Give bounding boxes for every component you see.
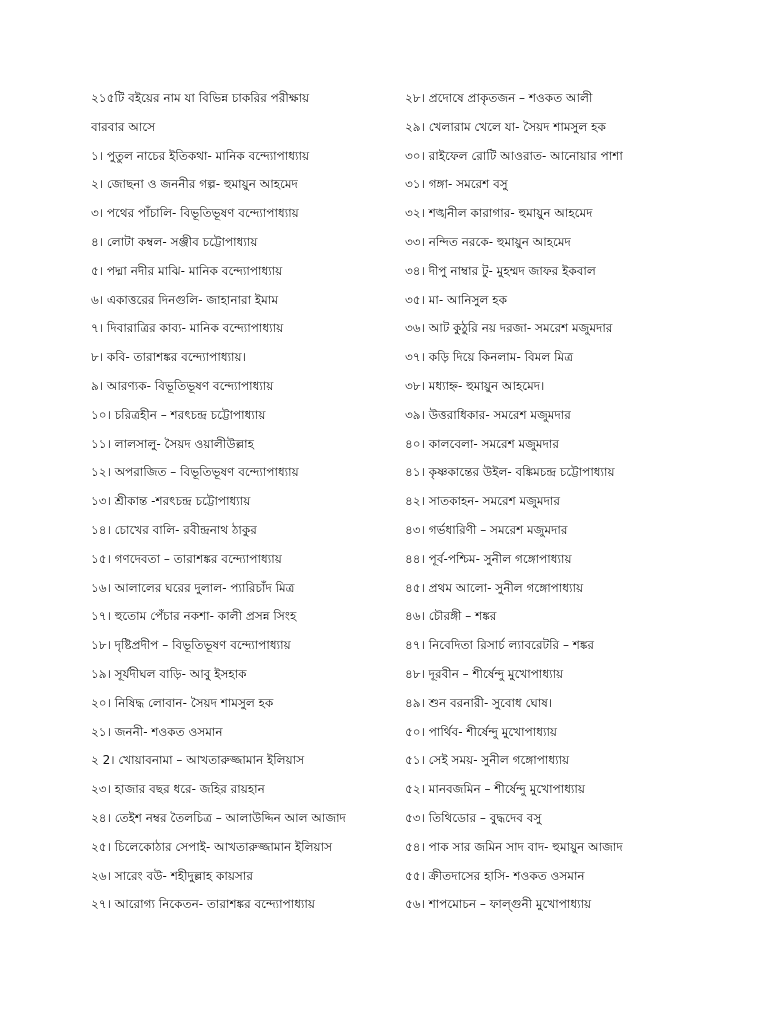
list-item: ১৯। সূর্যদীঘল বাড়ি- আবু ইসহাক [91,666,247,681]
list-item: ২৩। হাজার বছর ধরে- জহির রায়হান [91,782,265,797]
list-item: ১৪। চোখের বালি- রবীন্দ্রনাথ ঠাকুর [91,522,257,537]
list-item: ২ 2। খোয়াবনামা – আখতারুজ্জামান ইলিয়াস [91,753,305,768]
list-item: ৪০। কালবেলা- সমরেশ মজুমদার [405,436,559,451]
list-item: ১৭। হুতোম পেঁচার নকশা- কালী প্রসন্ন সিংহ [91,609,297,624]
list-item: ৩৫। মা- আনিসুল হক [405,292,507,307]
list-item: ৪৯। শুন বরনারী- সুবোধ ঘোষ। [405,695,553,710]
list-item: ১৩। শ্রীকান্ত -শরৎচন্দ্র চট্টোপাধ্যায় [91,494,251,509]
list-item: ৫২। মানবজমিন – শীর্ষেন্দু মুখোপাধ্যায় [405,782,585,797]
list-item: ৫৫। ক্রীতদাসের হাসি- শওকত ওসমান [405,868,585,883]
list-item: ৫। পদ্মা নদীর মাঝি- মানিক বন্দ্যোপাধ্যায় [91,263,283,278]
list-item: ৯। আরণ্যক- বিভূতিভূষণ বন্দ্যোপাধ্যায় [91,378,274,393]
list-item: ৩৮। মধ্যাহ্ন- হুমায়ুন আহমেদ। [405,378,545,393]
left-column [91,84,391,919]
list-item: ১১। লালসালু- সৈয়দ ওয়ালীউল্লাহ [91,436,254,451]
list-item: ২৭। আরোগ্য নিকেতন- তারাশঙ্কর বন্দ্যোপাধ্যায় [91,897,315,912]
list-item: ৫৬। শাপমোচন – ফাল্গুনী মুখোপাধ্যায় [405,897,592,912]
list-item: ৩০। রাইফেল রোটি আওরাত- আনোয়ার পাশা [405,148,623,163]
list-item: ২৫। চিলেকোঠার সেপাই- আখতারুজ্জামান ইলিয়াস [91,839,333,854]
list-item: ১৮। দৃষ্টিপ্রদীপ – বিভূতিভূষণ বন্দ্যোপাধ্যায় [91,638,291,653]
heading-line-1: ২১৫টি বইয়ের নাম যা বিভিন্ন চাকরির পরীক্ষায় [91,91,310,105]
list-item: ১। পুতুল নাচের ইতিকথা- মানিক বন্দ্যোপাধ্যায় [91,148,310,163]
list-item: ৪১। কৃষ্ণকান্তের উইল- বঙ্কিমচন্দ্র চট্টোপাধ্যায় [405,465,615,480]
list-item: ২১। জননী- শওকত ওসমান [91,724,223,739]
list-item: ৫০। পার্থিব- শীর্ষেন্দু মুখোপাধ্যায় [405,724,557,739]
list-item: ৩৬। আট কুঠুরি নয় দরজা- সমরেশ মজুমদার [405,321,613,336]
list-item: ৩৪। দীপু নাম্বার টু- মুহম্মদ জাফর ইকবাল [405,263,596,278]
list-item: ৪২। সাতকাহন- সমরেশ মজুমদার [405,494,560,509]
list-item: ৩। পথের পাঁচালি- বিভূতিভূষণ বন্দ্যোপাধ্যায় [91,206,299,221]
list-item: ২৮। প্রদোষে প্রাকৃতজন – শওকত আলী [405,91,593,105]
list-item: ১৫। গণদেবতা – তারাশঙ্কর বন্দ্যোপাধ্যায় [91,551,282,566]
list-item: ৩১। গঙ্গা- সমরেশ বসু [405,177,508,192]
list-item: ১০। চরিত্রহীন – শরৎচন্দ্র চট্টোপাধ্যায় [91,407,266,422]
list-item: ৭। দিবারাত্রির কাব্য- মানিক বন্দ্যোপাধ্যায় [91,321,284,336]
list-item: ৪৮। দূরবীন – শীর্ষেন্দু মুখোপাধ্যায় [405,666,564,681]
heading-line-2: বারবার আসে [91,119,156,134]
list-item: ২। জোছনা ও জননীর গল্প- হুমায়ুন আহমেদ [91,177,298,192]
list-item: ৪৬। চৌরঙ্গী – শঙ্কর [405,609,497,624]
right-column [405,84,735,919]
list-item: ৩৯। উত্তরাধিকার- সমরেশ মজুমদার [405,407,571,422]
list-item: ৪৭। নিবেদিতা রিসার্চ ল্যাবরেটরি – শঙ্কর [405,638,594,653]
list-item: ৬। একাত্তরের দিনগুলি- জাহানারা ইমাম [91,292,278,307]
list-item: ১৬। আলালের ঘরের দুলাল- প্যারিচাঁদ মিত্র [91,580,295,595]
list-item: ১২। অপরাজিত – বিভূতিভূষণ বন্দ্যোপাধ্যায় [91,465,299,480]
list-item: ৩৩। নন্দিত নরকে- হুমায়ুন আহমেদ [405,234,571,249]
list-item: ৫৩। তিথিডোর – বুদ্ধদেব বসু [405,810,542,825]
list-item: ৪৩। গর্ভধারিণী – সমরেশ মজুমদার [405,522,568,537]
list-item: ৪৪। পূর্ব-পশ্চিম- সুনীল গঙ্গোপাধ্যায় [405,551,572,566]
list-item: ৩৭। কড়ি দিয়ে কিনলাম- বিমল মিত্র [405,350,574,365]
list-item: ৪। লোটা কম্বল- সঞ্জীব চট্টোপাধ্যায় [91,234,258,249]
list-item: ২৬। সারেং বউ- শহীদুল্লাহ কায়সার [91,868,253,883]
list-item: ৫৪। পাক সার জমিন সাদ বাদ- হুমায়ুন আজাদ [405,839,623,854]
list-item: ২০। নিষিদ্ধ লোবান- সৈয়দ শামসুল হক [91,695,274,710]
list-item: ২৪। তেইশ নম্বর তৈলচিত্র – আলাউদ্দিন আল আজাদ [91,810,346,825]
list-item: ৫১। সেই সময়- সুনীল গঙ্গোপাধ্যায় [405,753,570,768]
list-item: ৩২। শঙ্খনীল কারাগার- হুমায়ুন আহমেদ [405,206,593,221]
list-item: ৪৫। প্রথম আলো- সুনীল গঙ্গোপাধ্যায় [405,580,584,595]
list-item: ২৯। খেলারাম খেলে যা- সৈয়দ শামসুল হক [405,119,606,134]
list-item: ৮। কবি- তারাশঙ্কর বন্দ্যোপাধ্যায়। [91,350,246,365]
